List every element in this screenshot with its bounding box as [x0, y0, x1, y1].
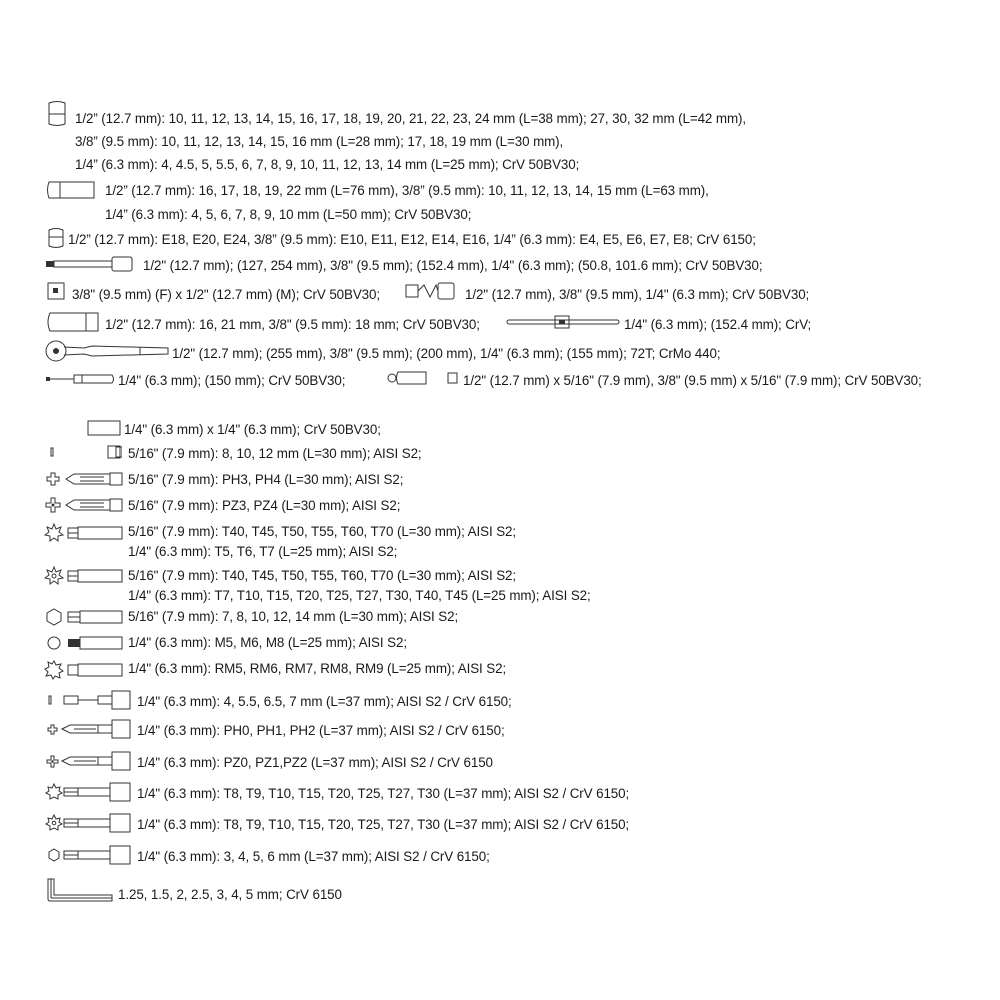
spec-line-torx-tamper-bits-2: 1/4" (6.3 mm): T7, T10, T15, T20, T25, T27, T30, T40, T45 (L=25 mm); AISI S2;	[128, 588, 591, 603]
spec-line-torx-bits-1: 5/16" (7.9 mm): T40, T45, T50, T55, T60, T70 (L=30 mm); AISI S2;	[128, 524, 516, 539]
spec-line-universal-joints: 1/2" (12.7 mm), 3/8" (9.5 mm), 1/4" (6.3 mm); CrV 50BV30;	[465, 287, 810, 302]
spec-line-sockets-1: 1/2” (12.7 mm): 10, 11, 12, 13, 14, 15, 16, 17, 18, 19, 20, 21, 22, 23, 24 mm (L=38 mm); 27, 30, 32 mm (L=42 mm),	[75, 111, 746, 126]
bit-adapter-socket-icon	[386, 368, 458, 388]
spec-line-deep-sockets-2: 1/4” (6.3 mm): 4, 5, 6, 7, 8, 9, 10 mm (L=50 mm); CrV 50BV30;	[105, 207, 472, 222]
torx-long-bit-icon	[44, 780, 134, 804]
spec-line-torx-bits-2: 1/4" (6.3 mm): T5, T6, T7 (L=25 mm); AISI S2;	[128, 544, 398, 559]
spec-line-t-bar: 1/4" (6.3 mm); (152.4 mm); CrV;	[624, 317, 812, 332]
spline-bit-icon	[44, 633, 126, 653]
spec-line-bit-screwdriver: 1/4" (6.3 mm); (150 mm); CrV 50BV30;	[118, 373, 346, 388]
t-bar-icon	[505, 314, 621, 330]
torx-bit-icon	[44, 522, 126, 544]
spec-line-slotted-long-bits: 1/4" (6.3 mm): 4, 5.5, 6.5, 7 mm (L=37 mm); AISI S2 / CrV 6150;	[137, 694, 512, 709]
spec-line-hex-long-bits: 1/4" (6.3 mm): 3, 4, 5, 6 mm (L=37 mm); AISI S2 / CrV 6150;	[137, 849, 490, 864]
slotted-bit-icon	[48, 443, 122, 461]
spec-line-extension-bars: 1/2" (12.7 mm); (127, 254 mm), 3/8" (9.5 mm); (152.4 mm), 1/4" (6.3 mm); (50.8, 101.6 mm); CrV 50BV30;	[143, 258, 763, 273]
spec-line-torx-tamper-long-bits: 1/4" (6.3 mm): T8, T9, T10, T15, T20, T25, T27, T30 (L=37 mm); AISI S2 / CrV 6150;	[137, 817, 630, 832]
spec-line-spline-bits: 1/4" (6.3 mm): M5, M6, M8 (L=25 mm); AISI S2;	[128, 635, 407, 650]
pozidriv-bit-icon	[44, 495, 126, 515]
spec-line-bit-adapters: 1/2" (12.7 mm) x 5/16" (7.9 mm), 3/8" (9.5 mm) x 5/16" (7.9 mm); CrV 50BV30;	[463, 373, 922, 388]
socket-icon	[46, 100, 68, 128]
spark-plug-socket-icon	[46, 310, 102, 334]
adapter-icon	[46, 281, 66, 301]
spec-line-phillips-bits: 5/16" (7.9 mm): PH3, PH4 (L=30 mm); AISI S2;	[128, 472, 404, 487]
pozidriv-long-bit-icon	[44, 749, 134, 773]
spec-line-spark-plug-sockets: 1/2" (12.7 mm): 16, 21 mm, 3/8" (9.5 mm): 18 mm; CrV 50BV30;	[105, 317, 480, 332]
hex-key-icon	[44, 876, 116, 904]
hex-long-bit-icon	[44, 843, 134, 867]
spec-line-pozidriv-bits: 5/16" (7.9 mm): PZ3, PZ4 (L=30 mm); AISI S2;	[128, 498, 401, 513]
spec-line-torx-tamper-bits-1: 5/16" (7.9 mm): T40, T45, T50, T55, T60, T70 (L=30 mm); AISI S2;	[128, 568, 516, 583]
spec-line-hex-keys: 1.25, 1.5, 2, 2.5, 3, 4, 5 mm; CrV 6150	[118, 887, 342, 902]
torx-tamper-long-bit-icon	[44, 811, 134, 835]
extension-bar-icon	[44, 254, 134, 274]
spec-line-torx-long-bits: 1/4" (6.3 mm): T8, T9, T10, T15, T20, T25, T27, T30 (L=37 mm); AISI S2 / CrV 6150;	[137, 786, 630, 801]
spec-line-ribe-bits: 1/4" (6.3 mm): RM5, RM6, RM7, RM8, RM9 (L=25 mm); AISI S2;	[128, 661, 507, 676]
etorx-socket-icon	[46, 227, 66, 249]
spec-line-ratchets: 1/2" (12.7 mm); (255 mm), 3/8" (9.5 mm); (200 mm), 1/4" (6.3 mm); (155 mm); 72T; CrMo 440;	[172, 346, 721, 361]
spec-line-phillips-long-bits: 1/4" (6.3 mm): PH0, PH1, PH2 (L=37 mm); AISI S2 / CrV 6150;	[137, 723, 505, 738]
spec-line-sockets-2: 3/8” (9.5 mm): 10, 11, 12, 13, 14, 15, 16 mm (L=28 mm); 17, 18, 19 mm (L=30 mm),	[75, 134, 564, 149]
spec-line-sockets-3: 1/4” (6.3 mm): 4, 4.5, 5, 5.5, 6, 7, 8, 9, 10, 11, 12, 13, 14 mm (L=25 mm); CrV 50BV30;	[75, 157, 580, 172]
bit-screwdriver-icon	[44, 370, 116, 388]
bit-adapter-icon	[86, 418, 122, 438]
spec-line-bit-adapter-quarter: 1/4" (6.3 mm) x 1/4" (6.3 mm); CrV 50BV30;	[124, 422, 381, 437]
ratchet-icon	[44, 338, 172, 364]
spec-line-hex-bits: 5/16" (7.9 mm): 7, 8, 10, 12, 14 mm (L=30 mm); AISI S2;	[128, 609, 459, 624]
spec-line-slotted-bits: 5/16" (7.9 mm): 8, 10, 12 mm (L=30 mm); AISI S2;	[128, 446, 422, 461]
phillips-long-bit-icon	[44, 717, 134, 741]
spec-line-deep-sockets-1: 1/2” (12.7 mm): 16, 17, 18, 19, 22 mm (L=76 mm), 3/8” (9.5 mm): 10, 11, 12, 13, 14, 15 mm (L=63 mm),	[105, 183, 709, 198]
torx-tamper-bit-icon	[44, 565, 126, 587]
slotted-long-bit-icon	[46, 688, 134, 712]
spec-line-adapter: 3/8" (9.5 mm) (F) x 1/2" (12.7 mm) (M); CrV 50BV30;	[72, 287, 380, 302]
spec-line-pozidriv-long-bits: 1/4" (6.3 mm): PZ0, PZ1,PZ2 (L=37 mm); AISI S2 / CrV 6150	[137, 755, 493, 770]
ribe-bit-icon	[44, 659, 126, 681]
phillips-bit-icon	[44, 469, 126, 489]
spec-line-etorx-sockets: 1/2” (12.7 mm): E18, E20, E24, 3/8” (9.5 mm): E10, E11, E12, E14, E16, 1/4” (6.3 mm): E4, E5, E6, E7, E8; CrV 6150;	[68, 232, 756, 247]
deep-socket-icon	[46, 179, 102, 201]
universal-joint-icon	[404, 281, 456, 301]
hex-bit-icon	[44, 607, 126, 627]
